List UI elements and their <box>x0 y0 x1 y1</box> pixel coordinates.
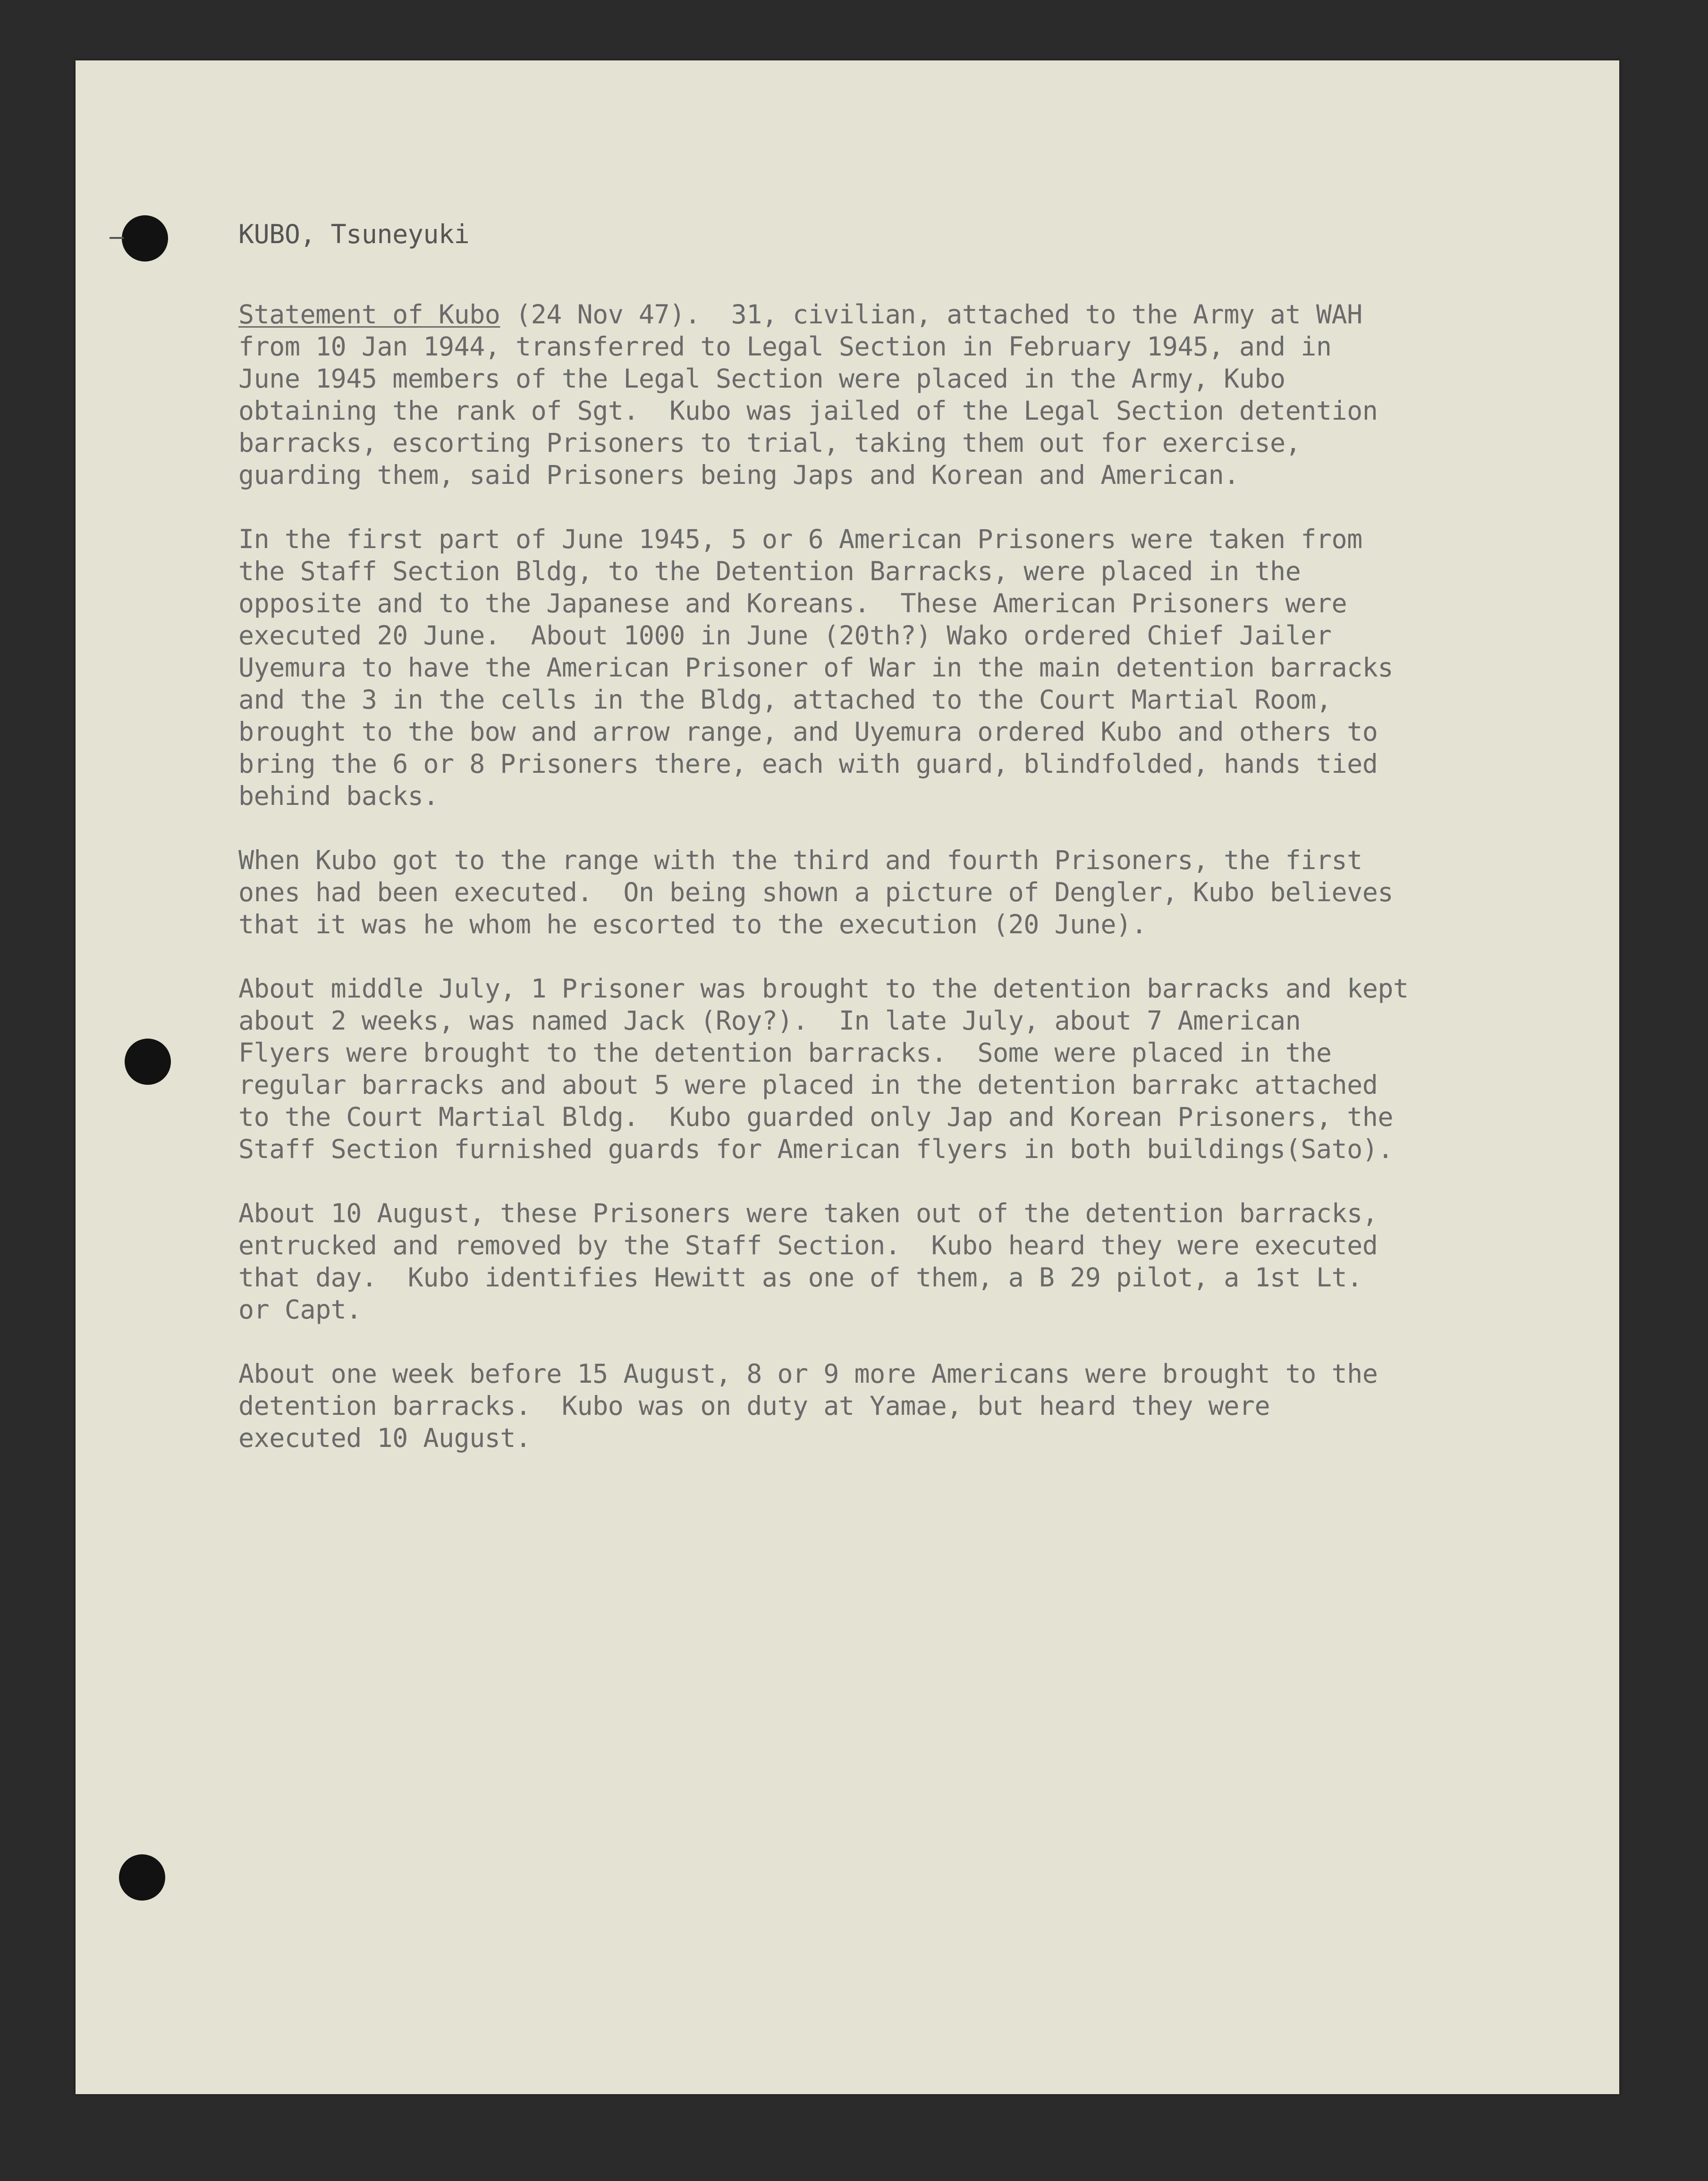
margin-mark <box>110 237 124 239</box>
punch-hole-bottom <box>119 1854 165 1901</box>
statement-text: (24 Nov 47). 31, civilian, attached to the Army at WAH from 10 Jan 1944, transferred to Legal Section in February 1945, and in June 1945 members of the Legal Section were placed in the Army, Kubo obtaining the rank of Sgt. Kubo was jailed of the Legal Section detention barracks, escorting Prisoners to trial, taking them out for exercise, guarding them, said Prisoners being Japs and Korean and American. <box>238 299 1378 490</box>
paragraph-july-flyers: About middle July, 1 Prisoner was brought to the detention barracks and kept about 2 weeks, was named Jack (Roy?). In late July, about 7 American Flyers were brought to the detention barracks. Some were placed in the regular barracks and about 5 were placed in the detention barrakc attached to the Court Martial Bldg. Kubo guarded only Jap and Korean Prisoners, the Staff Section furnished guards for American flyers in both buildings(Sato). <box>238 973 1409 1164</box>
punch-hole-middle <box>125 1039 171 1085</box>
paragraph-one-week-before: About one week before 15 August, 8 or 9 more Americans were brought to the detention barracks. Kubo was on duty at Yamae, but heard they were executed 10 August. <box>238 1359 1378 1453</box>
paragraph-june-execution: In the first part of June 1945, 5 or 6 American Prisoners were taken from the Staff Section Bldg, to the Detention Barracks, were placed in the opposite and to the Japanese and Koreans. These American Prisoners were executed 20 June. About 1000 in June (20th?) Wako ordered Chief Jailer Uyemura to have the American Prisoner of War in the main detention barracks and the 3 in the cells in the Bldg, attached to the Court Martial Room, brought to the bow and arrow range, and Uyemura ordered Kubo and others to bring the 6 or 8 Prisoners there, each with guard, blindfolded, hands tied behind backs. <box>238 524 1393 811</box>
paragraph-statement <box>238 298 1485 491</box>
statement-title: Statement of Kubo <box>238 299 500 330</box>
document-body <box>238 218 1485 1486</box>
document-heading: KUBO, Tsuneyuki <box>238 219 470 249</box>
paragraph-range: When Kubo got to the range with the third and fourth Prisoners, the first ones had been executed. On being shown a picture of Dengler, Kubo believes that it was he whom he escorted to the execution (20 June). <box>238 845 1393 939</box>
punch-hole-top <box>122 215 168 262</box>
paragraph-august-prisoners: About 10 August, these Prisoners were taken out of the detention barracks, entrucked and removed by the Staff Section. Kubo heard they were executed that day. Kubo identifies Hewitt as one of them, a B 29 pilot, a 1st Lt. or Capt. <box>238 1198 1378 1325</box>
